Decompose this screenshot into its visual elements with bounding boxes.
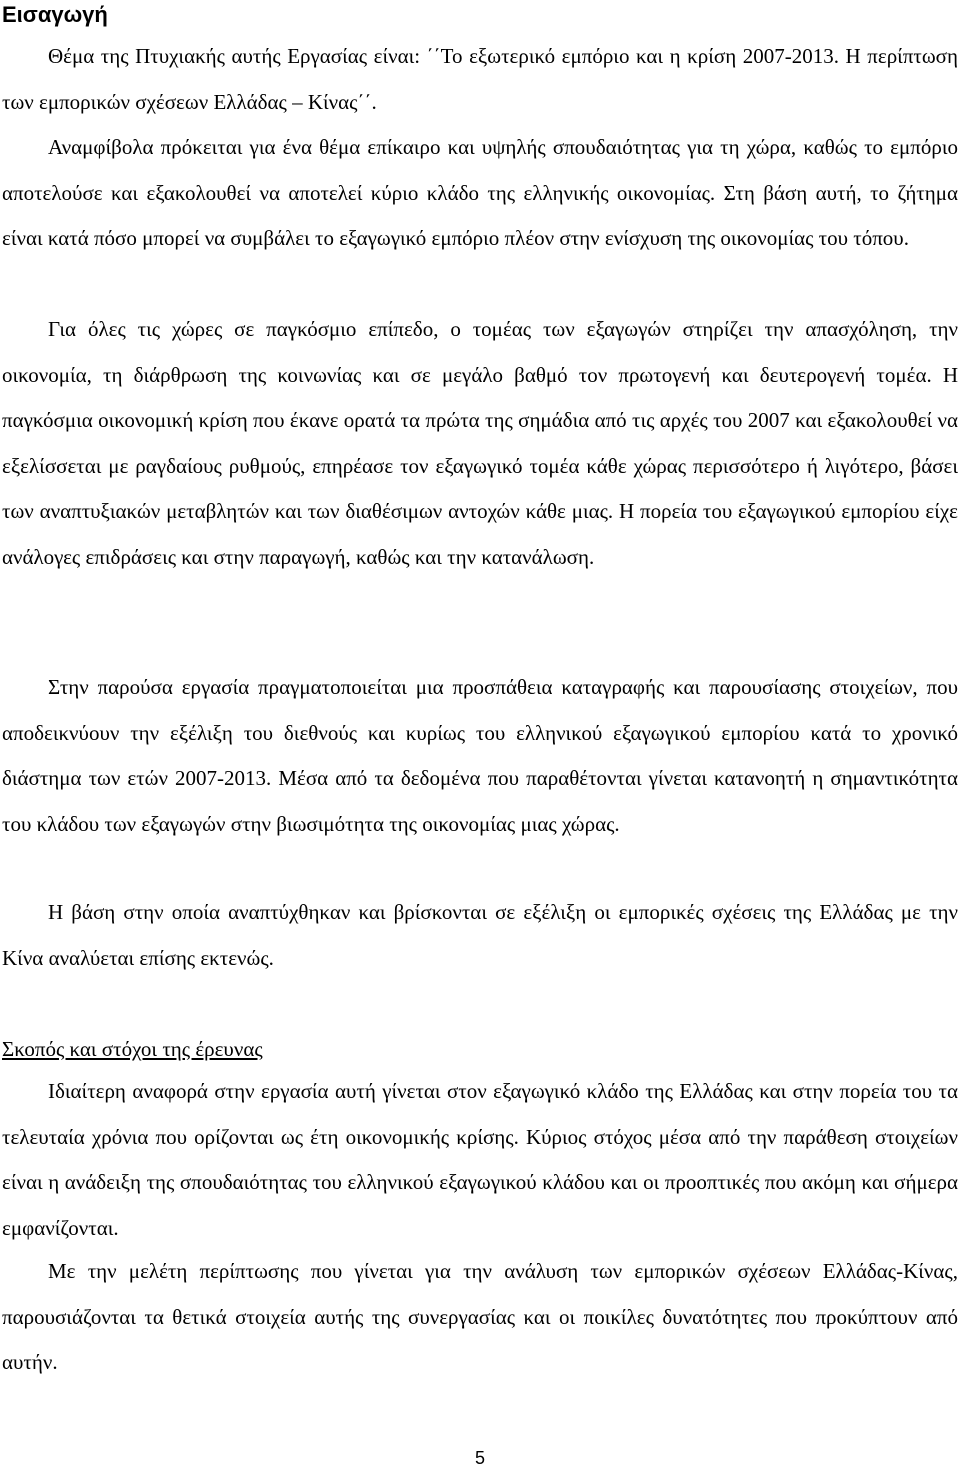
intro-paragraph-importance: Αναμφίβολα πρόκειται για ένα θέμα επίκαιρο και υψηλής σπουδαιότητας για τη χώρα, καθώς το εμπόριο αποτελούσε και εξακολουθεί να αποτελεί κύριο κλάδο της ελληνικής οικονομίας. Στη βάση αυτή, το ζήτημα είναι κατά πόσο μπορεί να συμβάλει το εξαγωγικό εμπόριο πλέον στην ενίσχυση της οικονομίας του τόπου. (2, 135, 958, 250)
section-paragraph-case-study: Με την μελέτη περίπτωσης που γίνεται για την ανάλυση των εμπορικών σχέσεων Ελλάδας-Κίνας, παρουσιάζονται τα θετικά στοιχεία αυτής της συνεργασίας και οι ποικίλες δυνατότητες που προκύπτουν από αυτήν. (2, 1259, 958, 1374)
page-heading: Εισαγωγή (2, 2, 108, 27)
section-paragraph-focus: Ιδιαίτερη αναφορά στην εργασία αυτή γίνεται στον εξαγωγικό κλάδο της Ελλάδας και στην πορεία του τα τελευταία χρόνια που ορίζονται ως έτη οικονομικής κρίσης. Κύριος στόχος μέσα από την παράθεση στοιχείων είναι η ανάδειξη της σπουδαιότητας του ελληνικού εξαγωγικού κλάδου και οι προοπτικές που ακόμη και σήμερα εμφανίζονται. (2, 1079, 958, 1240)
section-title: Σκοπός και στόχοι της έρευνας (2, 1037, 263, 1061)
intro-paragraph-topic: Θέμα της Πτυχιακής αυτής Εργασίας είναι: ΄΄Το εξωτερικό εμπόριο και η κρίση 2007-2013. Η περίπτωση των εμπορικών σχέσεων Ελλάδας – Κίνας΄΄. (2, 44, 958, 114)
intro-paragraph-present-work: Στην παρούσα εργασία πραγματοποιείται μια προσπάθεια καταγραφής και παρουσίασης στοιχείων, που αποδεικνύουν την εξέλιξη του διεθνούς και κυρίως του ελληνικού εξαγωγικού εμπορίου κατά το χρονικό διάστημα των ετών 2007-2013. Μέσα από τα δεδομένα που παραθέτονται γίνεται κατανοητή η σημαντικότητα του κλάδου των εξαγωγών στην βιωσιμότητα της οικονομίας μιας χώρας. (2, 675, 958, 836)
page-number: 5 (474, 1448, 485, 1468)
intro-paragraph-exports: Για όλες τις χώρες σε παγκόσμιο επίπεδο, ο τομέας των εξαγωγών στηρίζει την απασχόληση, την οικονομία, τη διάρθρωση της κοινωνίας και σε μεγάλο βαθμό τον πρωτογενή και δευτερογενή τομέα. Η παγκόσμια οικονομική κρίση που έκανε ορατά τα πρώτα της σημάδια από τις αρχές του 2007 και εξακολουθεί να εξελίσσεται με ραγδαίους ρυθμούς, επηρέασε τον εξαγωγικό τομέα κάθε χώρας περισσότερο ή λιγότερο, βάσει των αναπτυξιακών μεταβλητών και των διαθέσιμων αντοχών κάθε μιας. Η πορεία του εξαγωγικού εμπορίου είχε ανάλογες επιδράσεις και στην παραγωγή, καθώς και την κατανάλωση. (2, 317, 958, 569)
intro-paragraph-greece-china: Η βάση στην οποία αναπτύχθηκαν και βρίσκονται σε εξέλιξη οι εμπορικές σχέσεις της Ελλάδας με την Κίνα αναλύεται επίσης εκτενώς. (2, 900, 958, 970)
